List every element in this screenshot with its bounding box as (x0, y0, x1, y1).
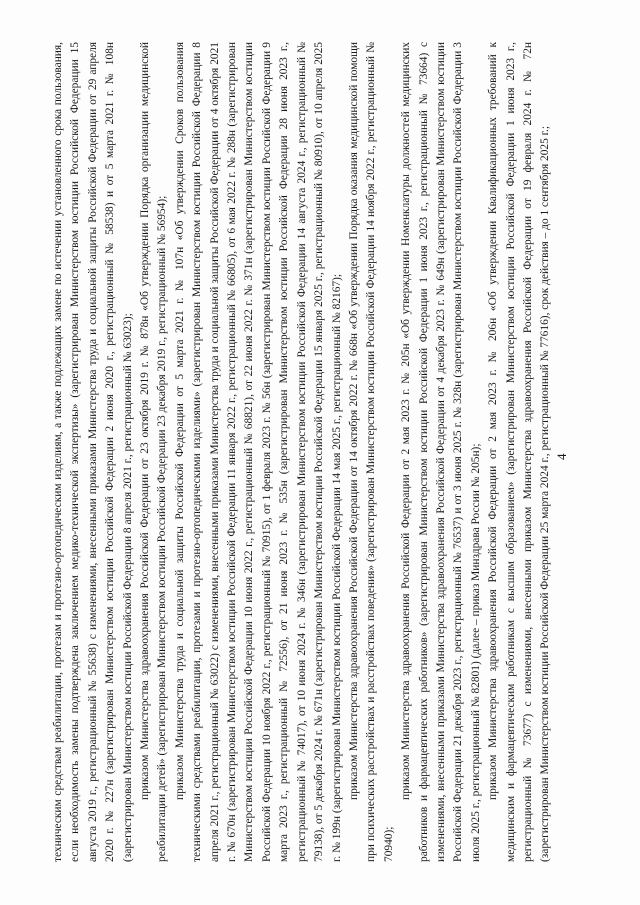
paragraph-5: приказом Министерства здравоохранения Российской Федерации от 2 мая 2023 г. № 205н «Об утверждении Номенклатуры должностей медицинских работников и фармацевтических работников» (зарегистрирован Министерством юстиции Российской Федерации 1 июня 2023 г., регистрационный № 73664) с изменениями, внесенными приказами Министерства здравоохранения Российской Федерации от 4 декабря 2023 г. № 649н (зарегистрирован Министерством юстиции Российской Федерации 21 декабря 2023 г., регистрационный № 76537) и от 3 июня 2025 г. № 328н (зарегистрирован Министерством юстиции Российской Федерации 3 июля 2025 г., регистрационный № 82801) (далее – приказ Минздрава России № 205н); (400, 42, 482, 862)
rotated-page-content (50, 42, 590, 862)
paragraph-6: приказом Министерства здравоохранения Российской Федерации от 2 мая 2023 г. № 206н «Об утверждении Квалификационных требований к медицинским и фармацевтическим работникам с высшим образованием» (зарегистрирован Министерством юстиции Российской Федерации 1 июня 2023 г., регистрационный № 73677) с изменениями, внесенными приказом Министерства здравоохранения Российской Федерации от 19 февраля 2024 г. № 72н (зарегистрирован Министерством юстиции Российской Федерации 25 марта 2024 г., регистрационный № 77616), срок действия – до 1 сентября 2025 г.; (487, 42, 552, 862)
document-body (50, 42, 555, 862)
paragraph-1: техническим средствам реабилитации, протезам и протезно-ортопедическим изделиям, а также подлежащих замене по истечении установленного срока пользования, если необходимость замены подтверждена заключением медико-технической экспертизы» (зарегистрирован Министерством юстиции Российской Федерации 15 августа 2019 г., регистрационный № 55638) с изменениями, внесенными приказами Министерства труда и социальной защиты Российской Федерации от 29 апреля 2020 г. № 227н (зарегистрирован Министерством юстиции Российской Федерации 2 июня 2020 г., регистрационный № 58538) и от 5 марта 2021 г. № 108н (зарегистрирован Министерством юстиции Российской Федерации 8 апреля 2021 г., регистрационный № 63023); (52, 42, 134, 862)
paragraph-3: приказом Министерства труда и социальной защиты Российской Федерации от 5 марта 2021 г. № 107н «Об утверждении Сроков пользования техническими средствами реабилитации, протезами и протезно-ортопедическими изделиями» (зарегистрирован Министерством юстиции Российской Федерации 8 апреля 2021 г., регистрационный № 63022) с изменениями, внесенными приказами Министерства труда и социальной защиты Российской Федерации от 4 октября 2021 г. № 670н (зарегистрирован Министерством юстиции Российской Федерации 11 января 2022 г., регистрационный № 66805), от 6 мая 2022 г. № 288н (зарегистрирован Министерством юстиции Российской Федерации 10 июня 2022 г., регистрационный № 68821), от 22 июня 2022 г. № 371н (зарегистрирован Министерством юстиции Российской Федерации 10 ноября 2022 г., регистрационный № 70915), от 1 февраля 2023 г. № 56н (зарегистрирован Министерством юстиции Российской Федерации 9 марта 2023 г., регистрационный № 72556), от 21 июня 2023 г. № 535н (зарегистрирован Министерством юстиции Российской Федерации 28 июня 2023 г., регистрационный № 74017), от 10 июня 2024 г. № 346н (зарегистрирован Министерством юстиции Российской Федерации 14 августа 2024 г., регистрационный № 79138), от 5 декабря 2024 г. № 671н (зарегистрирован Министерством юстиции Российской Федерации 15 января 2025 г., регистрационный № 80910), от 10 апреля 2025 г. № 199н (зарегистрирован Министерством юстиции Российской Федерации 14 мая 2025 г., регистрационный № 82167); (173, 42, 343, 862)
page-number: 4 (554, 453, 569, 460)
paragraph-4: приказом Министерства здравоохранения Российской Федерации от 14 октября 2022 г. № 668н «Об утверждении Порядка оказания медицинской помощи при психических расстройствах и расстройствах поведения» (зарегистрирован Министерством юстиции Российской Федерации 14 ноября 2022 г., регистрационный № 70940); (347, 42, 395, 862)
paragraph-2: приказом Министерства здравоохранения Российской Федерации от 23 октября 2019 г. № 878н «Об утверждении Порядка организации медицинской реабилитации детей» (зарегистрирован Министерством юстиции Российской Федерации 23 декабря 2019 г., регистрационный № 56954); (139, 42, 169, 862)
